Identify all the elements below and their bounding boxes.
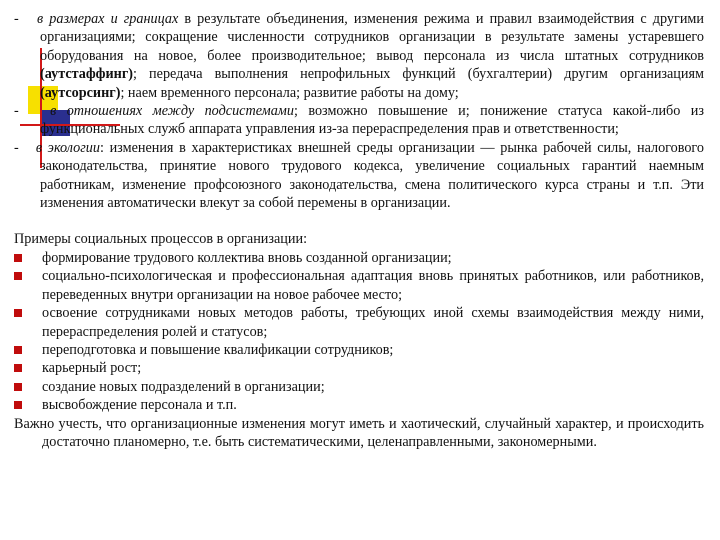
term-outsourcing: (аутсорсинг)	[40, 84, 121, 101]
paragraph-ecology	[14, 139, 704, 213]
paragraph-lead: в экологии	[35, 139, 100, 156]
paragraph-lead: в размерах и границах	[37, 11, 179, 27]
section-spacer	[14, 212, 704, 230]
paragraph-text: в результате объединения, изменения режима и правил взаимодействия с другими организациями; сокращение численности сотрудников организации в результате замены устаревшего оборудования на новое, более производительное; вывод персонала из числа штатных сотрудников	[40, 11, 704, 64]
square-bullet-icon	[14, 346, 22, 354]
dash-marker: -	[14, 11, 19, 27]
examples-list	[14, 249, 704, 415]
list-item: переподготовка и повышение квалификации сотрудников;	[14, 341, 704, 359]
square-bullet-icon	[14, 383, 22, 391]
paragraph-text: ; возможно повышение и; понижение статуса какой-либо из функциональных служб аппарата управления из-за перераспределения прав и ответственности;	[40, 103, 704, 138]
dash-marker: -	[14, 139, 19, 156]
conclusion-paragraph: Важно учесть, что организационные изменения могут иметь и хаотический, случайный характер, и происходить достаточно планомерно, т.е. быть систематическими, целенаправленными, закономерными.	[14, 415, 704, 450]
list-item: высвобождение персонала и т.п.	[14, 396, 704, 414]
list-item: карьерный рост;	[14, 359, 704, 377]
square-bullet-icon	[14, 254, 22, 262]
square-bullet-icon	[14, 309, 22, 317]
list-item: социально-психологическая и профессиональная адаптация вновь принятых работников, или работников, переведенных внутри организации на новое рабочее место;	[14, 267, 704, 304]
list-item: освоение сотрудниками новых методов работы, требующих иной схемы взаимодействия между ними, перераспределения ролей и статусов;	[14, 304, 704, 341]
square-bullet-icon	[14, 272, 22, 280]
paragraph-text: ; передача выполнения непрофильных функций (бухгалтерии) другим организациям	[133, 66, 704, 83]
document-body	[14, 10, 704, 451]
paragraph-size-boundaries	[14, 10, 704, 102]
square-bullet-icon	[14, 364, 22, 372]
square-bullet-icon	[14, 401, 22, 409]
term-outstaffing: (аутстаффинг)	[40, 66, 134, 83]
dash-marker: -	[14, 103, 19, 120]
paragraph-text: ; наем временного персонала; развитие работы на дому;	[120, 84, 459, 101]
list-item: формирование трудового коллектива вновь созданной организации;	[14, 249, 704, 267]
paragraph-lead: в отношениях между подсистемами	[50, 103, 294, 120]
paragraph-text: : изменения в характеристиках внешней среды организации — рынка рабочей силы, налогового законодательства, принятие нового трудового кодекса, увеличение социальных гарантий наемным работникам, изменение профсоюзного законодательства, смена политического курса страны и т.п. Эти изменения автоматически влекут за собой перемены в организации.	[40, 139, 704, 212]
list-item: создание новых подразделений в организации;	[14, 378, 704, 396]
examples-intro: Примеры социальных процессов в организации:	[14, 231, 308, 248]
paragraph-subsystems	[14, 102, 704, 139]
